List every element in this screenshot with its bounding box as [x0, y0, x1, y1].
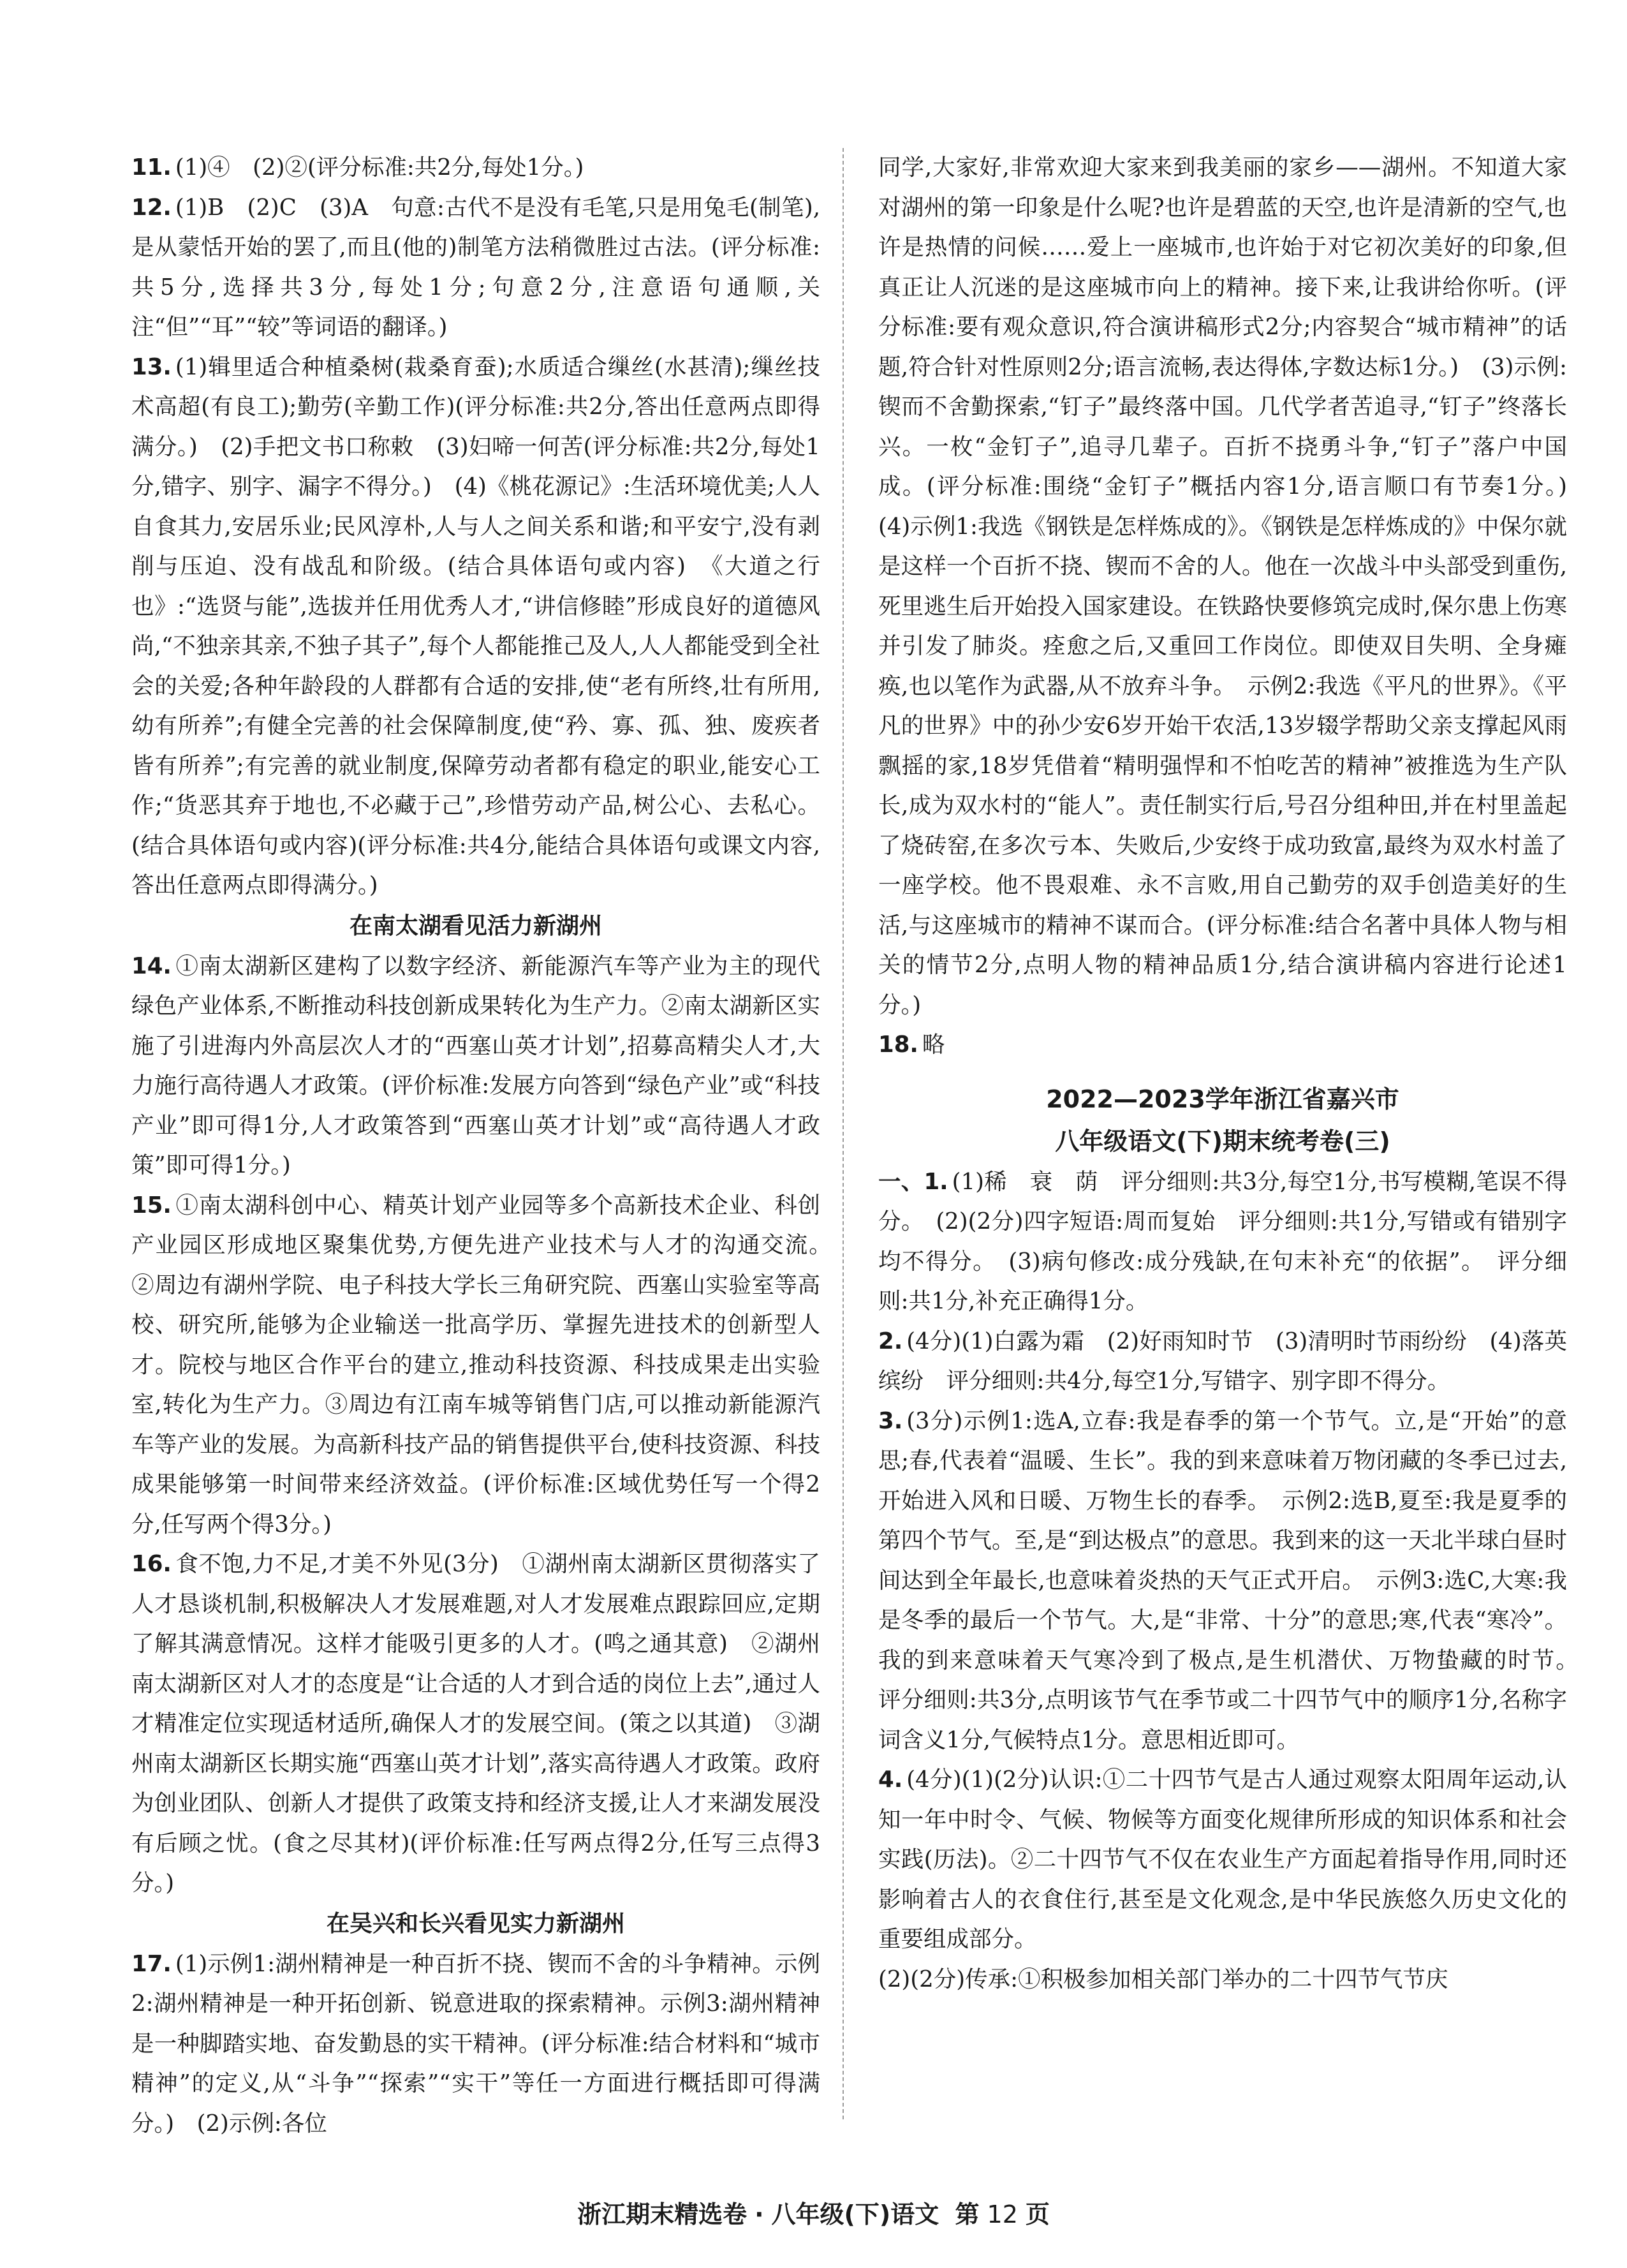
question-number: 18.	[878, 1032, 918, 1058]
left-column	[131, 148, 843, 2144]
exam-title-block	[878, 1078, 1567, 1162]
page-number: 12	[987, 2200, 1018, 2228]
question-number: 14.	[131, 952, 172, 979]
question-17-continued	[878, 148, 1590, 1025]
answer-text: (3分)示例1:选A,立春:我是春季的第一个节气。立,是“开始”的意思;春,代表着“温暖、生长”。我的到来意味着万物闭藏的冬季已过去,开始进入风和日暖、万物生长的春季。 示例2:选B,夏至:我是夏季的第四个节气。至,是“到达极点”的意思。我到来的这一天北半球白昼时间达到全年最长,也意味着炎热的天气正式开启。 示例3:选C,大寒:我是冬季的最后一个节气。大,是“非常、十分”的意思;寒,代表“寒冷”。我的到来意味着天气寒冷到了极点,是生机潜伏、万物蛰藏的时节。 评分细则:共3分,点明该节气在季节或二十四节气中的顺序1分,名称字词含义1分,气候特点1分。意思相近即可。	[878, 1407, 1590, 1753]
answer-text: (1)辑里适合种植桑树(栽桑育蚕);水质适合缫丝(水甚清);缫丝技术高超(有良工);勤劳(辛勤工作)(评分标准:共2分,答出任意两点即得满分。) (2)手把文书口称敕 (3)妇啼一何苦(评分标准:共2分,每处1分,错字、别字、漏字不得分。) (4)《桃花源记》:生活环境优美;人人自食其力,安居乐业;民风淳朴,人与人之间关系和谐;和平安宁,没有剥削与压迫、没有战乱和阶级。(结合具体语句或内容) 《大道之行也》:“选贤与能”,选拔并任用优秀人才,“讲信修睦”形成良好的道德风尚,“不独亲其亲,不独子其子”,每个人都能推己及人,人人都能受到全社会的关爱;各种年龄段的人群都有合适的安排,使“老有所终,壮有所用,幼有所养”;有健全完善的社会保障制度,使“矜、寡、孤、独、废疾者皆有所养”;有完善的就业制度,保障劳动者都有稳定的职业,能安心工作;“货恶其弃于地也,不必藏于己”,珍惜劳动产品,树公心、去私心。(结合具体语句或内容)(评分标准:共4分,能结合具体语句或课文内容,答出任意两点即得满分。)	[131, 353, 820, 898]
exam-question-3	[878, 1402, 1590, 1761]
answer-text: 略	[922, 1032, 945, 1058]
question-number: 11.	[131, 154, 172, 181]
question-number: 17.	[131, 1950, 172, 1977]
grade-subject: 八年级(下)语文	[771, 2200, 939, 2228]
exam-question-2	[878, 1322, 1567, 1402]
question-13	[131, 348, 820, 906]
book-title: 浙江期末精选卷	[577, 2200, 747, 2228]
answer-text: (1)④ (2)②(评分标准:共2分,每处1分。)	[175, 154, 584, 181]
answer-text: 食不饱,力不足,才美不外见(3分) ①湖州南太湖新区贯彻落实了人才恳谈机制,积极解决人才发展难题,对人才发展难点跟踪回应,定期了解其满意情况。这样才能吸引更多的人才。(鸣之通其意) ②湖州南太湖新区对人才的态度是“让合适的人才到合适的岗位上去”,通过人才精准定位实现适材适所,确保人才的发展空间。(策之以其道) ③湖州南太湖新区长期实施“西塞山英才计划”,落实高待遇人才政策。政府为创业团队、创新人才提供了政策支持和经济支援,让人才来湖发展没有后顾之忧。(食之尽其材)(评价标准:任写两点得2分,任写三点得3分。)	[131, 1551, 820, 1896]
answer-text: (2)(2分)传承:①积极参加相关部门举办的二十四节气节庆	[878, 1966, 1448, 1992]
exam-question-1	[878, 1162, 1567, 1322]
question-18	[878, 1025, 1567, 1065]
right-column	[878, 148, 1590, 1999]
question-number: 4.	[878, 1767, 903, 1793]
page-footer	[0, 2195, 1627, 2230]
question-17	[131, 1945, 820, 2144]
question-12	[131, 188, 820, 348]
question-16	[131, 1545, 820, 1904]
question-number: 16.	[131, 1551, 172, 1577]
exam-title-line1: 2022—2023学年浙江省嘉兴市	[1046, 1085, 1399, 1113]
section-title: 在南太湖看见活力新湖州	[349, 912, 602, 939]
answer-text: (4分)(1)白露为霜 (2)好雨知时节 (3)清明时节雨纷纷 (4)落英缤纷 评分细则:共4分,每空1分,写错字、别字即不得分。	[878, 1328, 1567, 1394]
question-number: 15.	[131, 1192, 172, 1219]
question-number: 一、1.	[878, 1168, 948, 1195]
answer-text: 同学,大家好,非常欢迎大家来到我美丽的家乡——湖州。不知道大家对湖州的第一印象是什么呢?也许是碧蓝的天空,也许是清新的空气,也许是热情的问候……爱上一座城市,也许始于对它初次美好的印象,但真正让人沉迷的是这座城市向上的精神。接下来,让我讲给你听。(评分标准:要有观众意识,符合演讲稿形式2分;内容契合“城市精神”的话题,符合针对性原则2分;语言流畅,表达得体,字数达标1分。) (3)示例:锲而不舍勤探索,“钉子”最终落中国。几代学者苦追寻,“钉子”终落长兴。一枚“金钉子”,追寻几辈子。百折不挠勇斗争,“钉子”落户中国成。(评分标准:围绕“金钉子”概括内容1分,语言顺口有节奏1分。) (4)示例1:我选《钢铁是怎样炼成的》。《钢铁是怎样炼成的》中保尔就是这样一个百折不挠、锲而不舍的人。他在一次战斗中头部受到重伤,死里逃生后开始投入国家建设。在铁路快要修筑完成时,保尔患上伤寒并引发了肺炎。痊愈之后,又重回工作岗位。即使双目失明、全身瘫痪,也以笔作为武器,从不放弃斗争。 示例2:我选《平凡的世界》。《平凡的世界》中的孙少安6岁开始干农活,13岁辍学帮助父亲支撑起风雨飘摇的家,18岁凭借着“精明强悍和不怕吃苦的精神”被推选为生产队长,成为双水村的“能人”。责任制实行后,号召分组种田,并在村里盖起了烧砖窑,在多次亏本、失败后,少安终于成功致富,最终为双水村盖了一座学校。他不畏艰难、永不言败,用自己勤劳的双手创造美好的生活,与这座城市的精神不谋而合。(评分标准:结合名著中具体人物与相关的情节2分,点明人物的精神品质1分,结合演讲稿内容进行论述1分。)	[878, 154, 1590, 1018]
answer-text: ①南太湖新区建构了以数字经济、新能源汽车等产业为主的现代绿色产业体系,不断推动科技创新成果转化为生产力。②南太湖新区实施了引进海内外高层次人才的“西塞山英才计划”,招募高精尖人才,大力施行高待遇人才政策。(评价标准:发展方向答到“绿色产业”或“科技产业”即可得1分,人才政策答到“西塞山英才计划”或“高待遇人才政策”即可得1分。)	[131, 952, 820, 1178]
page-suffix: 页	[1025, 2200, 1050, 2228]
answer-text: (4分)(1)(2分)认识:①二十四节气是古人通过观察太阳周年运动,认知一年中时令、气候、物候等方面变化规律所形成的知识体系和社会实践(历法)。②二十四节气不仅在农业生产方面起着指导作用,同时还影响着古人的衣食住行,甚至是文化观念,是中华民族悠久历史文化的重要组成部分。	[878, 1767, 1567, 1952]
answer-text: ①南太湖科创中心、精英计划产业园等多个高新技术企业、科创产业园区形成地区聚集优势,方便先进产业技术与人才的沟通交流。 ②周边有湖州学院、电子科技大学长三角研究院、西塞山实验室等高校、研究所,能够为企业输送一批高学历、掌握先进技术的创新型人才。院校与地区合作平台的建立,推动科技资源、科技成果走出实验室,转化为生产力。③周边有江南车城等销售门店,可以推动新能源汽车等产业的发展。为高新科技产品的销售提供平台,使科技资源、科技成果能够第一时间带来经济效益。(评价标准:区域优势任写一个得2分,任写两个得3分。)	[131, 1192, 843, 1538]
page-prefix: 第	[955, 2200, 980, 2228]
question-number: 3.	[878, 1407, 903, 1434]
question-14	[131, 947, 820, 1186]
question-15	[131, 1186, 843, 1545]
exam-title-line2: 八年级语文(下)期末统考卷(三)	[1055, 1127, 1390, 1155]
question-number: 12.	[131, 194, 172, 221]
question-number: 2.	[878, 1328, 903, 1354]
answer-text: (1)B (2)C (3)A 句意:古代不是没有毛笔,只是用兔毛(制笔),是从蒙恬开始的罢了,而且(他的)制笔方法稍微胜过古法。(评分标准:共5分,选择共3分,每处1分;句意2分,注意语句通顺,关注“但”“耳”“较”等词语的翻译。)	[131, 194, 820, 340]
question-11	[131, 148, 820, 188]
exam-question-4	[878, 1760, 1567, 1960]
column-divider	[843, 148, 844, 2119]
question-number: 13.	[131, 353, 172, 380]
exam-question-4-part2	[878, 1960, 1567, 2000]
section-title: 在吴兴和长兴看见实力新湖州	[326, 1910, 625, 1937]
separator-dot: ·	[755, 2200, 764, 2228]
answer-text: (1)稀 衰 荫 评分细则:共3分,每空1分,书写模糊,笔误不得分。 (2)(2分)四字短语:周而复始 评分细则:共1分,写错或有错别字均不得分。 (3)病句修改:成分残缺,在句末补充“的依据”。 评分细则:共1分,补充正确得1分。	[878, 1168, 1567, 1314]
answer-text: (1)示例1:湖州精神是一种百折不挠、锲而不舍的斗争精神。示例2:湖州精神是一种开拓创新、锐意进取的探索精神。示例3:湖州精神是一种脚踏实地、奋发勤恳的实干精神。(评分标准:结合材料和“城市精神”的定义,从“斗争”“探索”“实干”等任一方面进行概括即可得满分。) (2)示例:各位	[131, 1950, 820, 2137]
